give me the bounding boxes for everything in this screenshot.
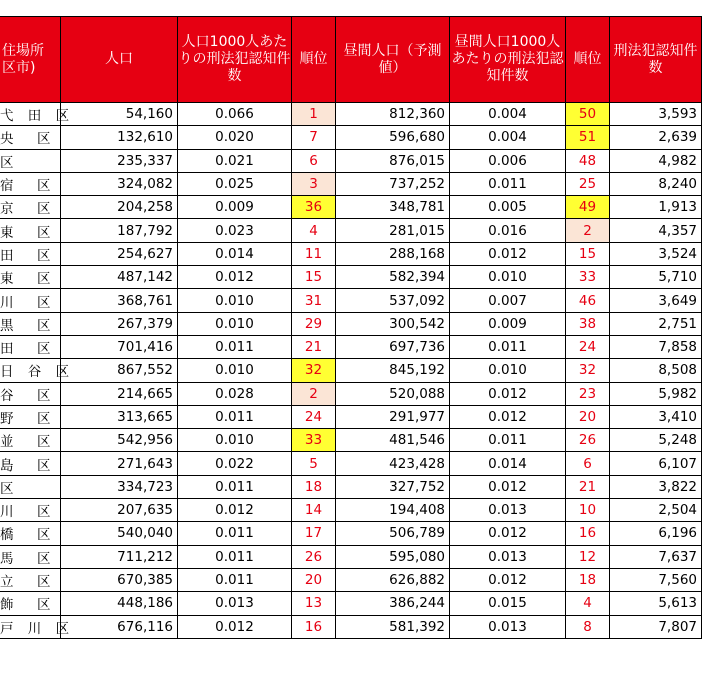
cell-population: 254,627	[61, 242, 178, 265]
cell-rank: 21	[292, 335, 336, 358]
cell-crime-count: 8,508	[610, 359, 702, 382]
cell-daytime-population: 520,088	[336, 382, 450, 405]
cell-ward: 区	[0, 475, 61, 498]
cell-crime-count: 5,982	[610, 382, 702, 405]
cell-daytime-population: 288,168	[336, 242, 450, 265]
cell-rank: 13	[292, 592, 336, 615]
cell-daytime-population: 812,360	[336, 103, 450, 126]
cell-crime-rate: 0.009	[178, 196, 292, 219]
cell-crime-rate: 0.011	[178, 568, 292, 591]
cell-daytime-population: 737,252	[336, 172, 450, 195]
cell-crime-rate: 0.022	[178, 452, 292, 475]
cell-ward: 田 区	[0, 242, 61, 265]
cell-crime-count: 2,639	[610, 126, 702, 149]
cell-daytime-rank: 46	[566, 289, 610, 312]
cell-ward: 立 区	[0, 568, 61, 591]
cell-ward: 田 区	[0, 335, 61, 358]
table-row	[0, 103, 702, 126]
cell-crime-count: 4,982	[610, 149, 702, 172]
cell-daytime-rank: 21	[566, 475, 610, 498]
cell-crime-rate: 0.010	[178, 312, 292, 335]
cell-ward: 馬 区	[0, 545, 61, 568]
cell-crime-rate: 0.012	[178, 499, 292, 522]
table-row	[0, 289, 702, 312]
cell-daytime-rank: 26	[566, 429, 610, 452]
header-daytime-crime-rate: 昼間人口1000人あたりの刑法犯認知件数	[450, 17, 566, 103]
cell-crime-count: 2,751	[610, 312, 702, 335]
cell-daytime-rank: 32	[566, 359, 610, 382]
cell-crime-count: 8,240	[610, 172, 702, 195]
cell-crime-count: 3,593	[610, 103, 702, 126]
cell-daytime-population: 845,192	[336, 359, 450, 382]
cell-rank: 3	[292, 172, 336, 195]
table-row	[0, 382, 702, 405]
cell-daytime-population: 506,789	[336, 522, 450, 545]
cell-daytime-rank: 12	[566, 545, 610, 568]
cell-crime-rate: 0.028	[178, 382, 292, 405]
cell-population: 334,723	[61, 475, 178, 498]
cell-daytime-rank: 23	[566, 382, 610, 405]
cell-daytime-crime-rate: 0.013	[450, 615, 566, 638]
cell-crime-count: 3,822	[610, 475, 702, 498]
cell-ward: 東 区	[0, 266, 61, 289]
cell-population: 214,665	[61, 382, 178, 405]
cell-population: 271,643	[61, 452, 178, 475]
cell-daytime-population: 291,977	[336, 405, 450, 428]
cell-daytime-rank: 4	[566, 592, 610, 615]
cell-rank: 26	[292, 545, 336, 568]
table-row	[0, 126, 702, 149]
cell-crime-rate: 0.011	[178, 522, 292, 545]
table-row	[0, 359, 702, 382]
cell-daytime-crime-rate: 0.016	[450, 219, 566, 242]
cell-rank: 14	[292, 499, 336, 522]
cell-daytime-rank: 38	[566, 312, 610, 335]
cell-daytime-rank: 48	[566, 149, 610, 172]
header-row	[0, 17, 702, 103]
table-row	[0, 452, 702, 475]
table-row	[0, 615, 702, 638]
table-row	[0, 196, 702, 219]
cell-daytime-population: 300,542	[336, 312, 450, 335]
cell-daytime-population: 281,015	[336, 219, 450, 242]
table-row	[0, 242, 702, 265]
cell-ward: 戸 川 区	[0, 615, 61, 638]
cell-daytime-rank: 25	[566, 172, 610, 195]
cell-rank: 17	[292, 522, 336, 545]
cell-population: 676,116	[61, 615, 178, 638]
cell-crime-count: 7,807	[610, 615, 702, 638]
cell-crime-rate: 0.023	[178, 219, 292, 242]
cell-population: 187,792	[61, 219, 178, 242]
cell-daytime-crime-rate: 0.005	[450, 196, 566, 219]
cell-population: 448,186	[61, 592, 178, 615]
header-daytime-population: 昼間人口（予測値）	[336, 17, 450, 103]
cell-crime-rate: 0.025	[178, 172, 292, 195]
cell-ward: 川 区	[0, 499, 61, 522]
cell-rank: 33	[292, 429, 336, 452]
cell-rank: 16	[292, 615, 336, 638]
cell-crime-rate: 0.012	[178, 615, 292, 638]
cell-daytime-crime-rate: 0.010	[450, 266, 566, 289]
cell-daytime-crime-rate: 0.004	[450, 126, 566, 149]
cell-ward: 島 区	[0, 452, 61, 475]
cell-daytime-rank: 49	[566, 196, 610, 219]
cell-crime-rate: 0.012	[178, 266, 292, 289]
table-row	[0, 219, 702, 242]
cell-population: 701,416	[61, 335, 178, 358]
cell-crime-rate: 0.010	[178, 289, 292, 312]
crime-statistics-table	[0, 16, 702, 639]
cell-rank: 1	[292, 103, 336, 126]
cell-daytime-population: 876,015	[336, 149, 450, 172]
cell-crime-rate: 0.010	[178, 359, 292, 382]
cell-daytime-rank: 20	[566, 405, 610, 428]
header-ward: 住場所 区市)	[0, 17, 61, 103]
cell-rank: 4	[292, 219, 336, 242]
cell-daytime-population: 194,408	[336, 499, 450, 522]
cell-rank: 15	[292, 266, 336, 289]
cell-crime-rate: 0.020	[178, 126, 292, 149]
cell-population: 867,552	[61, 359, 178, 382]
cell-crime-rate: 0.010	[178, 429, 292, 452]
cell-daytime-crime-rate: 0.006	[450, 149, 566, 172]
cell-daytime-population: 327,752	[336, 475, 450, 498]
cell-ward: 黒 区	[0, 312, 61, 335]
cell-crime-count: 1,913	[610, 196, 702, 219]
crime-statistics-table-container	[0, 16, 701, 639]
cell-ward: 央 区	[0, 126, 61, 149]
cell-population: 670,385	[61, 568, 178, 591]
table-row	[0, 568, 702, 591]
cell-crime-count: 3,410	[610, 405, 702, 428]
header-population: 人口	[61, 17, 178, 103]
cell-daytime-population: 386,244	[336, 592, 450, 615]
table-row	[0, 312, 702, 335]
cell-daytime-crime-rate: 0.015	[450, 592, 566, 615]
header-daytime-rank: 順位	[566, 17, 610, 103]
cell-rank: 18	[292, 475, 336, 498]
cell-rank: 36	[292, 196, 336, 219]
cell-daytime-rank: 16	[566, 522, 610, 545]
cell-daytime-rank: 10	[566, 499, 610, 522]
cell-crime-count: 7,858	[610, 335, 702, 358]
cell-daytime-crime-rate: 0.012	[450, 242, 566, 265]
cell-daytime-population: 423,428	[336, 452, 450, 475]
cell-population: 487,142	[61, 266, 178, 289]
cell-crime-rate: 0.021	[178, 149, 292, 172]
cell-daytime-rank: 8	[566, 615, 610, 638]
cell-daytime-crime-rate: 0.013	[450, 499, 566, 522]
cell-rank: 29	[292, 312, 336, 335]
table-row	[0, 499, 702, 522]
cell-ward: 川 区	[0, 289, 61, 312]
cell-daytime-rank: 24	[566, 335, 610, 358]
cell-daytime-rank: 15	[566, 242, 610, 265]
cell-daytime-rank: 18	[566, 568, 610, 591]
cell-daytime-crime-rate: 0.010	[450, 359, 566, 382]
cell-population: 204,258	[61, 196, 178, 219]
cell-daytime-population: 348,781	[336, 196, 450, 219]
cell-population: 324,082	[61, 172, 178, 195]
cell-ward: 弋 田 区	[0, 103, 61, 126]
cell-daytime-population: 697,736	[336, 335, 450, 358]
cell-crime-count: 5,248	[610, 429, 702, 452]
cell-crime-count: 4,357	[610, 219, 702, 242]
cell-daytime-crime-rate: 0.011	[450, 429, 566, 452]
cell-crime-count: 7,637	[610, 545, 702, 568]
table-body	[0, 103, 702, 639]
cell-daytime-crime-rate: 0.012	[450, 475, 566, 498]
cell-population: 235,337	[61, 149, 178, 172]
cell-daytime-rank: 51	[566, 126, 610, 149]
table-row	[0, 335, 702, 358]
cell-daytime-rank: 6	[566, 452, 610, 475]
cell-daytime-crime-rate: 0.013	[450, 545, 566, 568]
cell-crime-count: 5,613	[610, 592, 702, 615]
cell-ward: 飾 区	[0, 592, 61, 615]
table-row	[0, 405, 702, 428]
cell-ward: 橋 区	[0, 522, 61, 545]
table-row	[0, 545, 702, 568]
cell-daytime-population: 581,392	[336, 615, 450, 638]
cell-rank: 7	[292, 126, 336, 149]
cell-population: 542,956	[61, 429, 178, 452]
cell-daytime-population: 596,680	[336, 126, 450, 149]
cell-population: 54,160	[61, 103, 178, 126]
cell-population: 267,379	[61, 312, 178, 335]
cell-crime-rate: 0.066	[178, 103, 292, 126]
cell-daytime-crime-rate: 0.014	[450, 452, 566, 475]
cell-ward: 宿 区	[0, 172, 61, 195]
header-crime-count: 刑法犯認知件数	[610, 17, 702, 103]
cell-daytime-crime-rate: 0.012	[450, 405, 566, 428]
cell-population: 207,635	[61, 499, 178, 522]
cell-daytime-population: 537,092	[336, 289, 450, 312]
cell-rank: 6	[292, 149, 336, 172]
cell-daytime-crime-rate: 0.012	[450, 568, 566, 591]
cell-crime-count: 3,649	[610, 289, 702, 312]
cell-population: 368,761	[61, 289, 178, 312]
cell-crime-rate: 0.014	[178, 242, 292, 265]
cell-daytime-crime-rate: 0.011	[450, 335, 566, 358]
cell-daytime-rank: 2	[566, 219, 610, 242]
cell-crime-rate: 0.011	[178, 405, 292, 428]
cell-crime-count: 7,560	[610, 568, 702, 591]
cell-crime-rate: 0.013	[178, 592, 292, 615]
cell-daytime-population: 626,882	[336, 568, 450, 591]
cell-ward: 東 区	[0, 219, 61, 242]
cell-daytime-rank: 33	[566, 266, 610, 289]
cell-ward: 京 区	[0, 196, 61, 219]
cell-crime-count: 2,504	[610, 499, 702, 522]
table-row	[0, 172, 702, 195]
cell-crime-rate: 0.011	[178, 335, 292, 358]
cell-rank: 2	[292, 382, 336, 405]
cell-rank: 11	[292, 242, 336, 265]
cell-crime-count: 6,107	[610, 452, 702, 475]
cell-population: 540,040	[61, 522, 178, 545]
cell-ward: 日 谷 区	[0, 359, 61, 382]
cell-population: 711,212	[61, 545, 178, 568]
cell-ward: 野 区	[0, 405, 61, 428]
cell-rank: 32	[292, 359, 336, 382]
cell-daytime-crime-rate: 0.012	[450, 522, 566, 545]
table-row	[0, 429, 702, 452]
table-row	[0, 475, 702, 498]
cell-population: 132,610	[61, 126, 178, 149]
cell-rank: 24	[292, 405, 336, 428]
cell-daytime-crime-rate: 0.007	[450, 289, 566, 312]
cell-daytime-crime-rate: 0.009	[450, 312, 566, 335]
cell-rank: 5	[292, 452, 336, 475]
table-row	[0, 522, 702, 545]
cell-rank: 20	[292, 568, 336, 591]
header-rank: 順位	[292, 17, 336, 103]
cell-rank: 31	[292, 289, 336, 312]
table-row	[0, 149, 702, 172]
cell-daytime-population: 481,546	[336, 429, 450, 452]
cell-crime-count: 5,710	[610, 266, 702, 289]
cell-crime-rate: 0.011	[178, 545, 292, 568]
header-crime-rate: 人口1000人あたりの刑法犯認知件数	[178, 17, 292, 103]
table-row	[0, 266, 702, 289]
cell-crime-count: 6,196	[610, 522, 702, 545]
cell-ward: 区	[0, 149, 61, 172]
cell-daytime-rank: 50	[566, 103, 610, 126]
cell-crime-count: 3,524	[610, 242, 702, 265]
cell-daytime-population: 582,394	[336, 266, 450, 289]
cell-crime-rate: 0.011	[178, 475, 292, 498]
cell-daytime-crime-rate: 0.012	[450, 382, 566, 405]
cell-population: 313,665	[61, 405, 178, 428]
cell-ward: 並 区	[0, 429, 61, 452]
cell-daytime-crime-rate: 0.011	[450, 172, 566, 195]
cell-daytime-population: 595,080	[336, 545, 450, 568]
cell-daytime-crime-rate: 0.004	[450, 103, 566, 126]
table-row	[0, 592, 702, 615]
cell-ward: 谷 区	[0, 382, 61, 405]
